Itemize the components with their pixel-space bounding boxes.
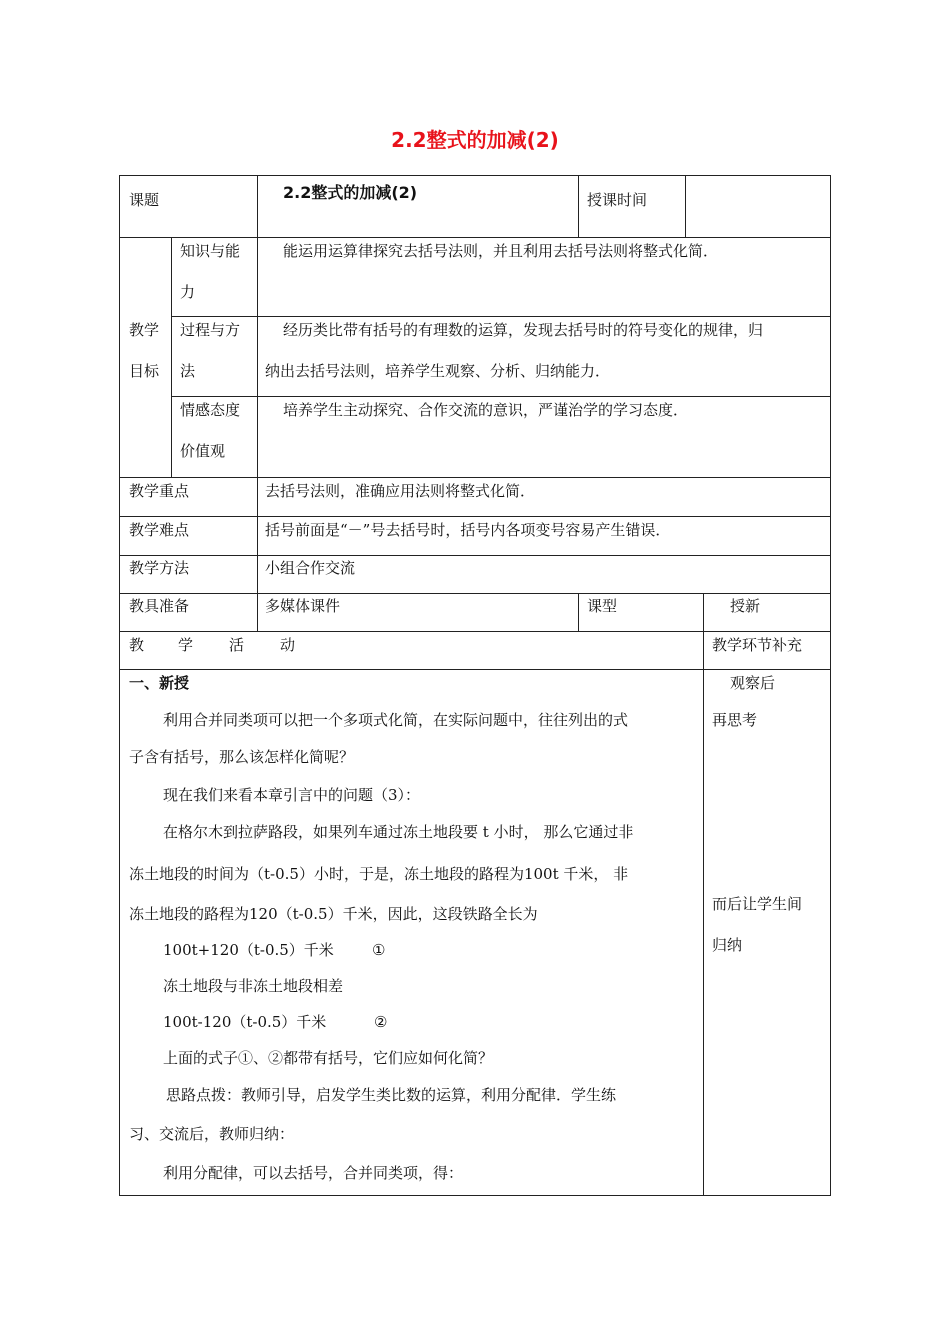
para6-line1: 思路点拨：教师引导，启发学生类比数的运算，利用分配律．学生练 <box>166 1086 617 1104</box>
equation-2: 100t-120（t-0.5）千米 <box>163 1013 327 1031</box>
goal-knowledge-label-line1: 知识与能 <box>180 242 241 260</box>
lesson-type-label: 课型 <box>587 597 618 615</box>
equation-1: 100t+120（t-0.5）千米 <box>163 941 334 959</box>
lesson-type-value: 授新 <box>730 597 761 615</box>
goal-attitude-label-line1: 情感态度 <box>180 401 241 419</box>
goals-label-line2: 目标 <box>129 362 160 380</box>
para3-line2: 冻土地段的时间为（t-0.5）小时，于是，冻土地段的路程为100t 千米， 非 <box>129 865 629 883</box>
activity-header-char: 学 <box>178 636 194 654</box>
equation-2-mark: ② <box>374 1013 388 1031</box>
method-text: 小组合作交流 <box>265 559 356 577</box>
supplement-note2-line1: 而后让学生间 <box>712 895 803 913</box>
focus-label: 教学重点 <box>129 482 190 500</box>
goal-attitude-label-line2: 价值观 <box>180 442 226 460</box>
difficulty-text: 括号前面是“－”号去括号时，括号内各项变号容易产生错误． <box>265 521 671 539</box>
goal-process-text-line1: 经历类比带有括号的有理数的运算，发现去括号时的符号变化的规律，归 <box>283 321 764 339</box>
equation-1-mark: ① <box>372 941 386 959</box>
lesson-time-label: 授课时间 <box>587 191 648 209</box>
para1-line1: 利用合并同类项可以把一个多项式化简，在实际问题中，往往列出的式 <box>163 711 629 729</box>
para4: 冻土地段与非冻土地段相差 <box>163 977 344 995</box>
topic-value: 2.2整式的加减(2) <box>283 183 418 202</box>
para5: 上面的式子①、②都带有括号，它们应如何化简？ <box>163 1049 494 1067</box>
goal-process-text-line2: 纳出去括号法则，培养学生观察、分析、归纳能力． <box>265 362 611 380</box>
method-label: 教学方法 <box>129 559 190 577</box>
goal-knowledge-text: 能运用运算律探究去括号法则，并且利用去括号法则将整式化简． <box>283 242 719 260</box>
para2: 现在我们来看本章引言中的问题（3）： <box>163 786 421 804</box>
activity-header-char: 动 <box>280 636 296 654</box>
para3-line3: 冻土地段的路程为120（t-0.5）千米，因此，这段铁路全长为 <box>129 905 538 923</box>
difficulty-label: 教学难点 <box>129 521 190 539</box>
activity-header-char: 活 <box>229 636 245 654</box>
topic-label: 课题 <box>129 191 160 209</box>
para6-line2: 习、交流后，教师归纳： <box>129 1125 295 1143</box>
focus-text: 去括号法则，准确应用法则将整式化简． <box>265 482 536 500</box>
supplement-header: 教学环节补充 <box>712 636 803 654</box>
goal-knowledge-label-line2: 力 <box>180 283 196 301</box>
supplement-note1-line1: 观察后 <box>730 674 776 692</box>
tools-text: 多媒体课件 <box>265 597 341 615</box>
goals-label-line1: 教学 <box>129 321 160 339</box>
activity-header-char: 教 <box>129 636 145 654</box>
section-heading: 一、新授 <box>129 674 190 692</box>
goal-process-label-line1: 过程与方 <box>180 321 241 339</box>
goal-process-label-line2: 法 <box>180 362 196 380</box>
para1-line2: 子含有括号，那么该怎样化简呢？ <box>129 748 355 766</box>
document-title: 2.2整式的加减(2) <box>391 128 559 152</box>
goal-attitude-text: 培养学生主动探究、合作交流的意识，严谨治学的学习态度． <box>283 401 689 419</box>
supplement-note1-line2: 再思考 <box>712 711 758 729</box>
tools-label: 教具准备 <box>129 597 190 615</box>
supplement-note2-line2: 归纳 <box>712 936 743 954</box>
para7: 利用分配律，可以去括号，合并同类项，得： <box>163 1164 464 1182</box>
para3-line1: 在格尔木到拉萨路段，如果列车通过冻土地段要 t 小时， 那么它通过非 <box>163 823 634 841</box>
